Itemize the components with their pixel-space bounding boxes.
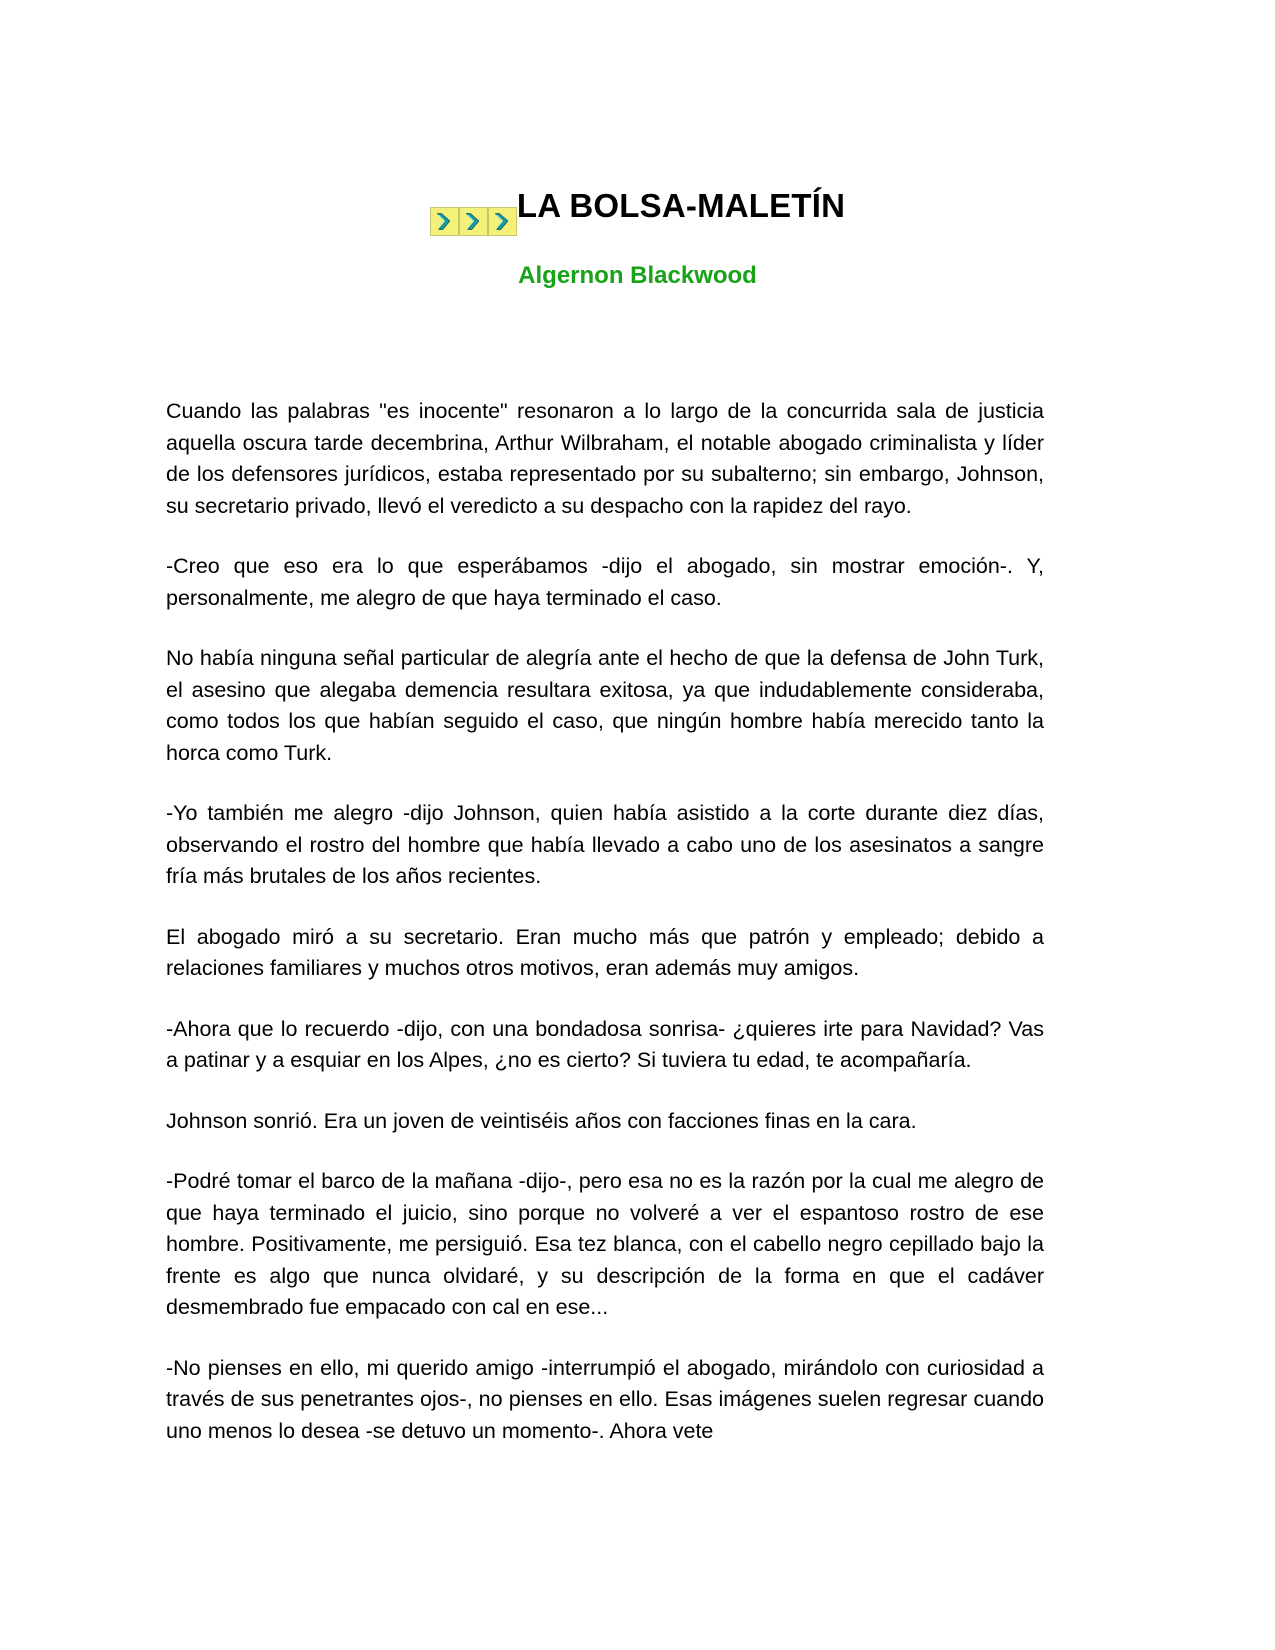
paragraph: -No pienses en ello, mi querido amigo -interrumpió el abogado, mirándolo con curiosidad a través de sus penetrantes ojos-, no pienses en ello. Esas imágenes suelen regresar cuando uno menos lo desea -se detuvo un momento-. Ahora vete [166, 1355, 1044, 1443]
paragraph: Cuando las palabras "es inocente" resonaron a lo largo de la concurrida sala de justicia aquella oscura tarde decembrina, Arthur Wilbraham, el notable abogado criminalista y líder de los defensores jurídicos, estaba representado por su subalterno; sin embargo, Johnson, su secretario privado, llevó el veredicto a su despacho con la rapidez del rayo. [166, 399, 1044, 518]
story-body [166, 396, 1044, 1447]
paragraph: El abogado miró a su secretario. Eran mucho más que patrón y empleado; debido a relaciones familiares y muchos otros motivos, eran además muy amigos. [166, 924, 1044, 980]
paragraph: -Creo que eso era lo que esperábamos -dijo el abogado, sin mostrar emoción-. Y, personalmente, me alegro de que haya terminado el caso. [166, 554, 1044, 610]
page-title-text: LA BOLSA-MALETÍN [516, 187, 846, 224]
paragraph: -Podré tomar el barco de la mañana -dijo-, pero esa no es la razón por la cual me alegro de que haya terminado el juicio, sino porque no volveré a ver el espantoso rostro de ese hombre. Positivamente, me persiguió. Esa tez blanca, con el cabello negro cepillado bajo la frente es algo que nunca olvidaré, y su descripción de la forma en que el cadáver desmembrado fue empacado con cal en ese... [166, 1169, 1044, 1319]
author-name: Algernon Blackwood [518, 261, 757, 289]
paragraph: Johnson sonrió. Era un joven de veintiséis años con facciones finas en la cara. [166, 1108, 917, 1133]
page-title [0, 186, 1275, 236]
paragraph: No había ninguna señal particular de alegría ante el hecho de que la defensa de John Turk, el asesino que alegaba demencia resultara exitosa, ya que indudablemente consideraba, como todos los que habían seguido el caso, que ningún hombre había merecido tanto la horca como Turk. [166, 646, 1044, 765]
double-chevron-right-icon [488, 207, 517, 236]
double-chevron-right-icon [430, 207, 459, 236]
title-block [0, 0, 1275, 291]
paragraph: -Ahora que lo recuerdo -dijo, con una bondadosa sonrisa- ¿quieres irte para Navidad? Vas a patinar y a esquiar en los Alpes, ¿no es cierto? Si tuviera tu edad, te acompañaría. [166, 1016, 1044, 1072]
double-chevron-right-icon [459, 207, 488, 236]
paragraph: -Yo también me alegro -dijo Johnson, quien había asistido a la corte durante diez días, observando el rostro del hombre que había llevado a cabo uno de los asesinatos a sangre fría más brutales de los años recientes. [166, 801, 1044, 888]
title-icon-group [430, 207, 517, 236]
